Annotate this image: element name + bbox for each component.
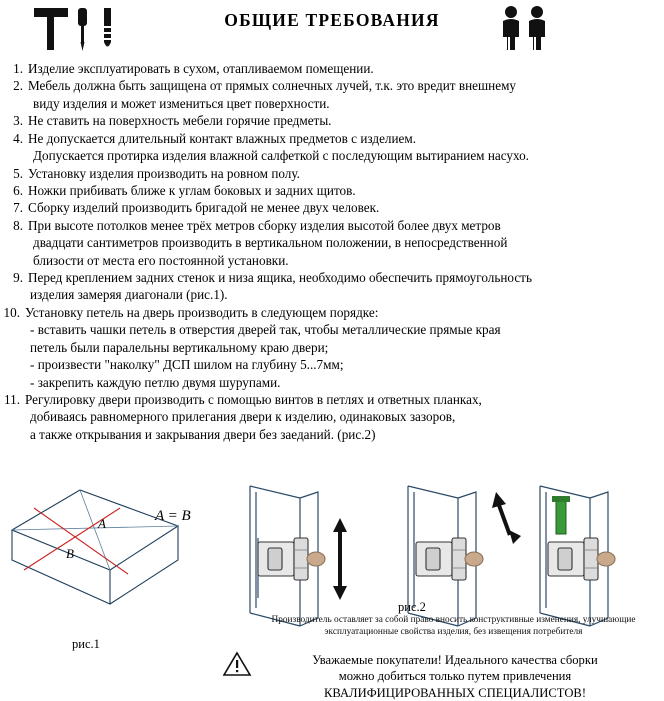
list-item-text: Не допускается длительный контакт влажных предметов с изделием. [28,130,417,146]
list-item-text: При высоте потолков менее трёх метров сборку изделия высотой более двух метров [28,217,501,233]
list-item-text: Установку изделия производить на ровном полу. [28,165,300,181]
diag-label-b: B [66,546,74,561]
figure-box-diagonals [12,490,178,604]
list-item-text: Ножки прибивать ближе к углам боковых и задних щитов. [28,182,356,198]
list-item-number: 7. [13,200,23,216]
adjust-screw-icon [552,496,570,534]
list-item-text-cont: Допускается протирка изделия влажной салфеткой с последующим вытиранием насухо. [33,148,529,164]
list-item-text: Регулировку двери производить с помощью винтов в петлях и ответных планках, [25,392,482,408]
list-item-number: 4. [13,130,23,146]
page-header [0,0,664,58]
vertical-arrow-icon [333,518,347,600]
list-item [0,165,664,182]
warning-triangle-icon [222,651,252,677]
list-item-number: 9. [13,270,23,286]
figure1-caption: рис.1 [72,637,100,651]
list-item-subtext: - вставить чашки петель в отверстия дверей так, чтобы металлические прямые края [30,322,501,338]
hinge-icon-1 [258,538,325,580]
list-item [0,217,664,234]
customer-note-line2: можно добиться только путем привлечения [338,669,572,684]
list-item-number: 11. [4,392,20,408]
figure2-caption: рис.2 [398,600,426,614]
manufacturer-note: Производитель оставляет за собой право вносить конструктивные изменения, улучшающие эксплуатационные свойства изделия, без извещения потребителя [271,615,636,638]
list-item [0,304,664,321]
list-item-number: 8. [13,217,23,233]
list-item-text: Изделие эксплуатировать в сухом, отапливаемом помещении. [28,61,374,76]
list-item-text: Не ставить на поверхность мебели горячие предметы. [28,113,332,129]
page-title: ОБЩИЕ ТРЕБОВАНИЯ [224,10,440,30]
list-item-number: 10. [3,304,20,320]
list-item [0,182,664,199]
customer-note-line3: КВАЛИФИЦИРОВАННЫХ СПЕЦИАЛИСТОВ! [323,685,587,700]
list-item [0,77,664,94]
customer-note-line1: Уважаемые покупатели! Идеального качества сборки [312,653,598,667]
list-item-number: 2. [13,78,23,94]
hinge-icon-2 [416,538,483,580]
diagonal-arrow-icon [492,492,521,544]
requirements-list [0,60,664,443]
list-item-text: Сборку изделий производить бригадой не менее двух человек. [28,200,380,216]
list-item-number: 5. [13,165,23,181]
list-item-subtext: петель были паралельны вертикальному краю двери; [30,339,329,355]
list-item [0,60,664,77]
list-item-text: Установку петель на дверь производить в следующем порядке: [25,304,379,320]
list-item [0,269,664,286]
list-item-number: 1. [13,61,23,76]
two-people-icon [498,4,554,54]
customer-note [255,652,655,701]
figure-hinge-panel-3 [540,486,615,626]
list-item-text: Мебель должна быть защищена от прямых солнечных лучей, т.к. это вредит внешнему [28,78,517,94]
list-item-text-cont: виду изделия и может измениться цвет поверхности. [33,95,330,111]
equality-label: A = B [155,508,191,524]
figure-hinge-panel-1 [250,486,347,626]
list-item-text-cont: а также открывания и закрывания двери без заеданий. (рис.2) [30,426,376,442]
list-item [0,112,664,129]
list-item [0,130,664,147]
list-item-text-cont: добиваясь равномерного прилегания двери к изделию, одинаковых зазоров, [30,409,456,425]
list-item-text-cont: двадцати сантиметров производить в вертикальном положении, в непосредственной [33,235,508,251]
list-item [0,391,664,408]
list-item [0,199,664,216]
list-item-subtext: - закрепить каждую петлю двумя шурупами. [30,374,281,390]
list-item-subtext: - произвести "наколку" ДСП шилом на глубину 5...7мм; [30,357,344,373]
hinge-icon-3 [548,538,615,580]
list-item-number: 3. [13,113,23,129]
list-item-text: Перед креплением задних стенок и низа ящика, необходимо обеспечить прямоугольность [28,270,532,286]
list-item-text-cont: изделия замеряя диагонали (рис.1). [30,287,228,303]
list-item-text-cont: близости от места его постоянной установки. [33,252,289,268]
diag-label-a: A [98,516,106,531]
list-item-number: 6. [13,182,23,198]
